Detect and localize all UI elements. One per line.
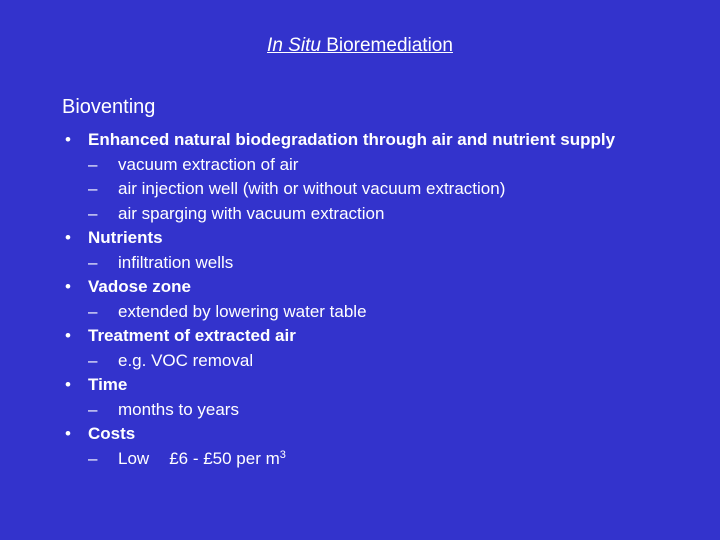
sub-item: [58, 349, 698, 374]
bullet-text: Enhanced natural biodegradation through air and nutrient supply: [88, 130, 616, 149]
dash: –: [88, 350, 98, 370]
bullet-text: Time: [88, 375, 128, 394]
sub-item: [58, 202, 698, 227]
bullet-list: [58, 128, 698, 471]
sub-text: air injection well (with or without vacuum extraction): [118, 179, 506, 198]
dash: –: [88, 399, 98, 419]
bullet-item: [58, 275, 698, 300]
sub-text: extended by lowering water table: [118, 301, 367, 321]
section-heading: Bioventing: [62, 96, 156, 118]
bullet-text: Costs: [88, 424, 136, 443]
dash: –: [88, 252, 98, 272]
sub-text: e.g. VOC removal: [118, 350, 254, 370]
dash: –: [88, 203, 98, 223]
bullet-dot: •: [65, 277, 71, 296]
sub-item: [58, 251, 698, 276]
dash: –: [88, 448, 98, 468]
bullet-dot: •: [65, 424, 71, 443]
sub-item: [58, 177, 698, 202]
cost-exponent: 3: [279, 448, 286, 461]
cost-range: £6 - £50 per m: [169, 448, 280, 468]
sub-item: [58, 398, 698, 423]
cost-label: Low: [118, 448, 150, 468]
sub-text: air sparging with vacuum extraction: [118, 203, 385, 223]
dash: –: [88, 154, 98, 174]
bullet-dot: •: [65, 130, 71, 149]
bullet-dot: •: [65, 326, 71, 345]
bullet-text: Vadose zone: [88, 277, 191, 296]
title-italic-part: In Situ: [267, 35, 321, 56]
bullet-item: [58, 226, 698, 251]
sub-text: infiltration wells: [118, 252, 234, 272]
bullet-item: [58, 422, 698, 447]
title-rest: Bioremediation: [320, 35, 453, 56]
cost-line: [58, 447, 698, 472]
bullet-item: [58, 128, 698, 153]
sub-item: [58, 153, 698, 178]
dash: –: [88, 179, 98, 198]
bullet-text: Treatment of extracted air: [88, 326, 296, 345]
bullet-item: [58, 324, 698, 349]
sub-item: [58, 300, 698, 325]
dash: –: [88, 301, 98, 321]
sub-text: months to years: [118, 399, 239, 419]
bullet-item: [58, 373, 698, 398]
sub-text: vacuum extraction of air: [118, 154, 299, 174]
slide-title: [0, 34, 720, 58]
bullet-dot: •: [65, 375, 71, 394]
bullet-text: Nutrients: [88, 228, 163, 247]
bullet-dot: •: [65, 228, 71, 247]
